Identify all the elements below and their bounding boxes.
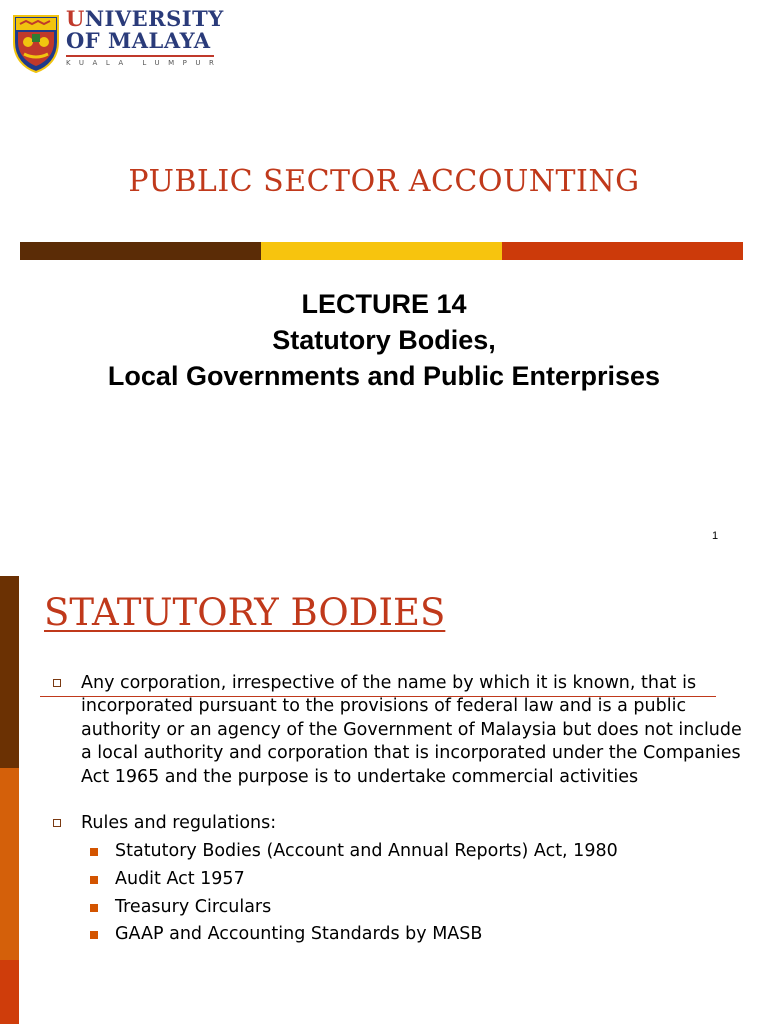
lecture-heading	[0, 286, 768, 394]
bullet-definition	[52, 672, 742, 789]
filled-square-bullet-icon	[90, 848, 98, 856]
slide-title: STATUTORY BODIES	[44, 591, 446, 634]
logo-location: KUALA LUMPUR	[66, 59, 223, 67]
bullet-list	[52, 672, 742, 949]
sub-bullet-item: Statutory Bodies (Account and Annual Reports) Act, 1980	[81, 838, 742, 866]
tricolor-bar	[20, 242, 743, 260]
stripe-segment	[0, 768, 19, 960]
bullet-text: Any corporation, irrespective of the name by which it is known, that is incorporated pursuant to the provisions of federal law and is a public authority or an agency of the Government of Malaysia but does not include a local authority and corporation that is incorporated under the Companies Act 1965 and the purpose is to undertake commercial activities	[81, 673, 742, 787]
stripe-segment	[0, 960, 19, 1024]
bar-segment	[502, 242, 743, 260]
logo-name-line2: OF MALAYA	[66, 28, 211, 53]
lecture-number: LECTURE 14	[301, 289, 467, 319]
side-stripe	[0, 576, 19, 1024]
sub-bullet-item: Treasury Circulars	[81, 894, 742, 922]
bullet-rules	[52, 812, 742, 949]
filled-square-bullet-icon	[90, 904, 98, 912]
lecture-topic-line2: Local Governments and Public Enterprises	[107, 361, 661, 391]
bullet-text: Rules and regulations:	[81, 813, 277, 834]
sub-bullet-item: Audit Act 1957	[81, 866, 742, 894]
sub-bullet-list	[81, 838, 742, 948]
bar-segment	[20, 242, 261, 260]
logo-name-line1: UNIVERSITY	[66, 6, 224, 31]
content-slide	[0, 576, 768, 1024]
logo-divider	[66, 55, 214, 57]
hollow-square-bullet-icon	[53, 819, 61, 827]
sub-bullet-item: GAAP and Accounting Standards by MASB	[81, 921, 742, 949]
stripe-segment	[0, 576, 19, 768]
university-logo	[8, 6, 224, 78]
slide-number: 1	[712, 530, 719, 542]
course-title: PUBLIC SECTOR ACCOUNTING	[128, 164, 640, 199]
lecture-topic-line1: Statutory Bodies,	[272, 325, 496, 355]
filled-square-bullet-icon	[90, 876, 98, 884]
university-crest-icon	[10, 12, 62, 74]
hollow-square-bullet-icon	[53, 679, 61, 687]
filled-square-bullet-icon	[90, 931, 98, 939]
bar-segment	[261, 242, 502, 260]
